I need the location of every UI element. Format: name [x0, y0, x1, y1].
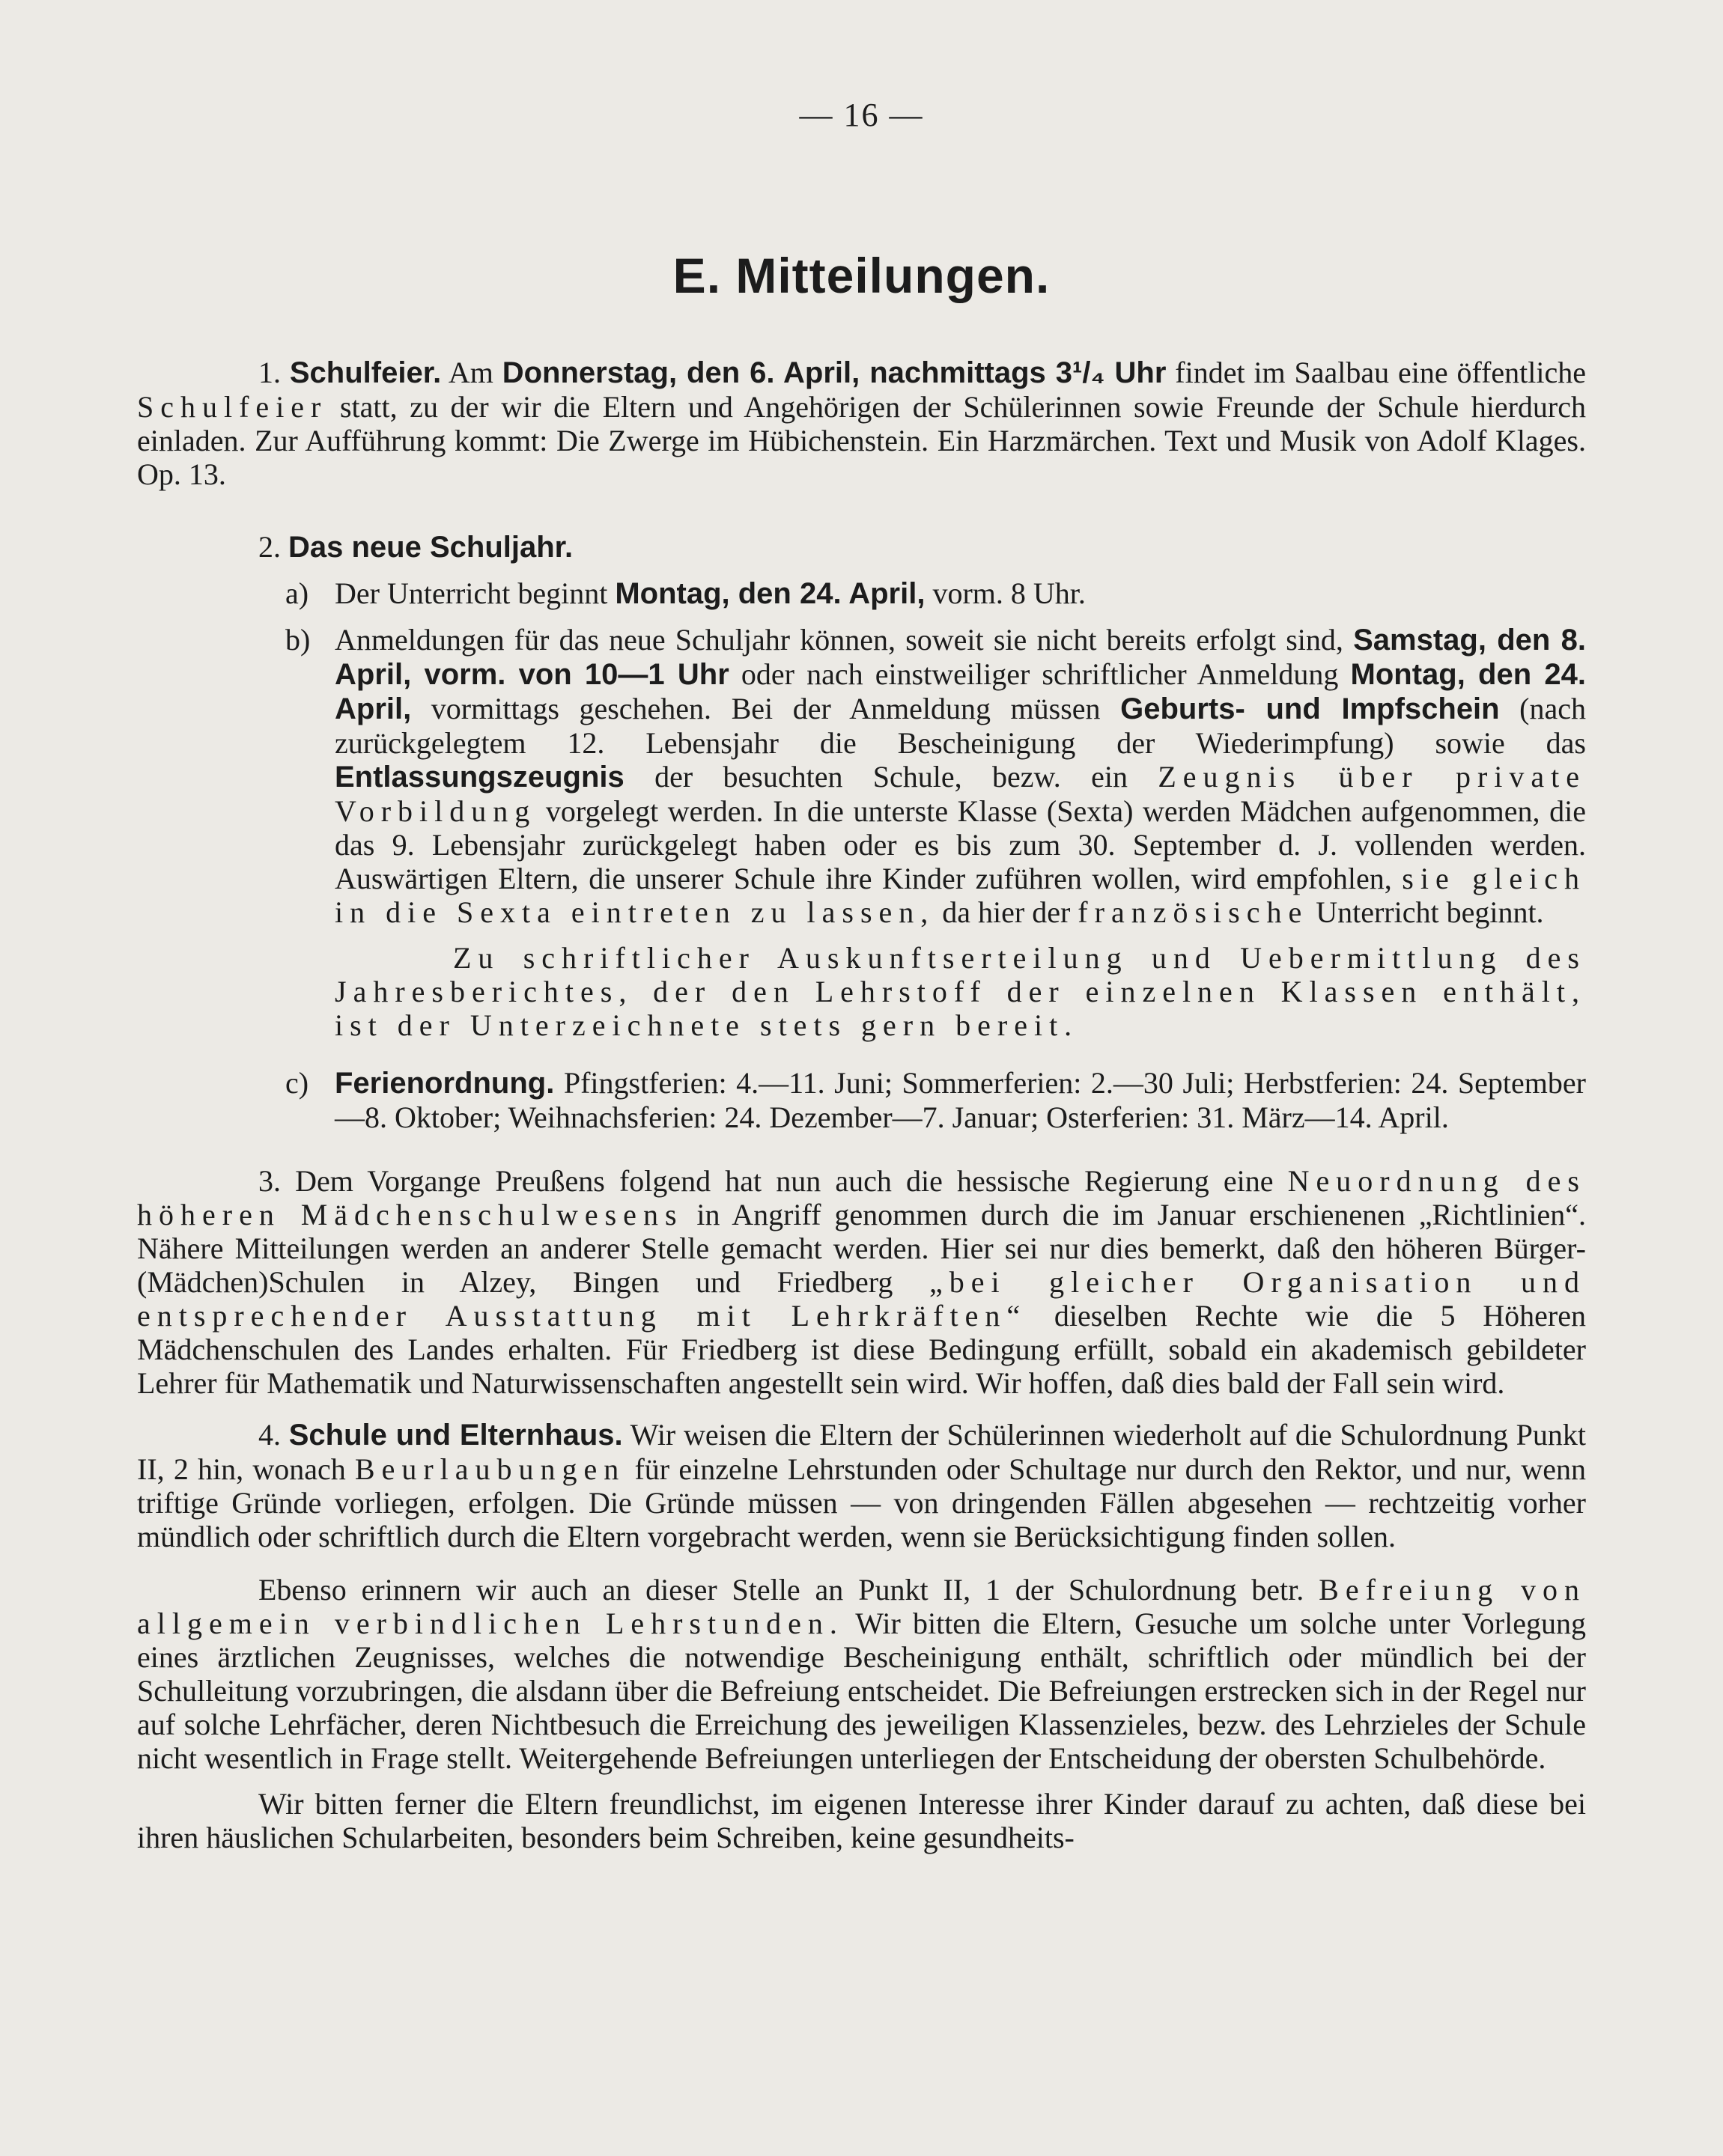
item-title: Das neue Schuljahr. [288, 531, 574, 564]
spaced-text: französische [1078, 895, 1309, 929]
text-run: Am [441, 356, 502, 389]
paragraph-neuordnung [137, 1164, 1586, 1400]
bold-text: Geburts- und Impfschein [1120, 692, 1500, 725]
spaced-text: Befreiung von allgemein verbindlichen Lehrstunden. [137, 1573, 1586, 1640]
spaced-text: Beurlaubungen [354, 1452, 626, 1486]
spaced-text: „bei gleicher Organisation und entsprechender Ausstattung mit Lehrkräften“ [137, 1265, 1587, 1333]
page-number: — 16 — [799, 97, 924, 133]
subitem-label: c) [285, 1066, 309, 1100]
text-run: da hier der [935, 895, 1078, 929]
subitem-c [137, 1066, 1586, 1134]
subitem-label: b) [285, 623, 311, 657]
text-run: vormittags geschehen. Bei der Anmeldung müssen [411, 692, 1121, 725]
text-run: 3. Dem Vorgange Preußens folgend hat nun auch die hessische Regierung eine [258, 1164, 1288, 1198]
item-title: Schulfeier. [289, 356, 442, 389]
text-run: Anmeldungen für das neue Schuljahr können, soweit sie nicht bereits erfolgt sind, [335, 623, 1354, 657]
text-run: Ebenso erinnern wir auch an dieser Stelle an Punkt II, 1 der Schulordnung betr. [258, 1573, 1319, 1607]
text-run: (nach zurückgelegtem 12. Lebensjahr die Bescheinigung der Wiederimpfung) sowie das [335, 692, 1586, 760]
paragraph-befreiung [137, 1573, 1586, 1775]
item-title: Ferienordnung. [335, 1067, 555, 1100]
item-title: Schule und Elternhaus. [288, 1419, 623, 1452]
spaced-text: Schulfeier [137, 390, 328, 424]
document-body [137, 356, 1586, 1854]
subitem-label: a) [285, 576, 309, 610]
paragraph-schulfeier [137, 356, 1586, 491]
bold-date: Montag, den 24. April, [335, 658, 1586, 725]
paragraph-elternhaus [137, 1418, 1586, 1553]
subitem-a [137, 576, 1586, 611]
note-auskunft: Zu schriftlicher Auskunftserteilung und Uebermittlung des Jahresberichtes, der den Lehrstoff der einzelnen Klassen enthält, ist der Unterzeichnete stets gern bereit. [335, 941, 1586, 1042]
text-run: der besuchten Schule, bezw. ein [624, 760, 1158, 794]
text-run: für einzelne Lehrstunden oder Schultage nur durch den Rektor, und nur, wenn triftige Gründe vorliegen, erfolgen. Die Gründe müssen — von dringenden Fällen abgesehen — rechtzeitig vorher mündlich oder schriftlich durch die Eltern vorgebracht werden, wenn sie Berücksichtigung finden sollen. [137, 1452, 1586, 1553]
bold-date: Donnerstag, den 6. April, nachmittags 3¹/₄ Uhr [502, 356, 1167, 389]
text-run: Der Unterricht beginnt [335, 576, 616, 610]
text-run: Unterricht beginnt. [1308, 895, 1544, 929]
text-run: statt, zu der wir die Eltern und Angehörigen der Schülerinnen sowie Freunde der Schule hierdurch einladen. Zur Aufführung kommt: Die Zwerge im Hübichenstein. Ein Harzmärchen. Text und Musik von Adolf Klages. Op. 13. [137, 390, 1586, 491]
text-run: Wir weisen die Eltern der Schülerinnen wiederholt auf die Schulordnung Punkt II, 2 hin, wonach [137, 1418, 1586, 1486]
text-run: vorm. 8 Uhr. [925, 576, 1086, 610]
text-run: oder nach einstweiliger schriftlicher Anmeldung [729, 657, 1351, 691]
spaced-text: Zeugnis über private Vorbildung [335, 760, 1586, 828]
bold-date: Samstag, den 8. April, vorm. von 10—1 Uhr [335, 624, 1586, 691]
spaced-text: sie gleich in die Sexta eintreten zu lassen, [335, 862, 1586, 929]
text-run: findet im Saalbau eine öffentliche [1166, 356, 1586, 389]
text-run: Wir bitten die Eltern, Gesuche um solche unter Vorlegung eines ärztlichen Zeugnisses, welches die notwendige Bescheinigung enthält, schriftlich oder mündlich bei der Schulleitung vorzubringen, die alsdann über die Befreiung entscheidet. Die Befreiungen erstrecken sich in der Regel nur auf solche Lehrfächer, deren Nichtbesuch die Erreichung des jeweiligen Klassenzieles, bezw. des Lehrzieles der Schule nicht wesentlich in Frage stellt. Weitergehende Befreiungen unterliegen der Entscheidung der obersten Schulbehörde. [137, 1607, 1586, 1775]
text-run: dieselben Rechte wie die 5 Höheren Mädchenschulen des Landes erhalten. Für Friedberg ist diese Bedingung erfüllt, sobald ein akademisch gebildeter Lehrer für Mathematik und Naturwissenschaften angestellt sein wird. Wir hoffen, daß dies bald der Fall sein wird. [137, 1299, 1586, 1400]
bold-date: Montag, den 24. April, [615, 577, 926, 610]
subitem-b [137, 623, 1586, 929]
bold-text: Entlassungszeugnis [335, 761, 625, 794]
spaced-text: Neuordnung des höheren Mädchenschulwesens [137, 1164, 1587, 1231]
heading-schuljahr [137, 530, 1586, 564]
paragraph-schularbeiten: Wir bitten ferner die Eltern freundlichst, im eigenen Interesse ihrer Kinder darauf zu achten, daß diese bei ihren häuslichen Schularbeiten, besonders beim Schreiben, keine gesundheits- [137, 1787, 1586, 1854]
text-run: vorgelegt werden. In die unterste Klasse (Sexta) werden Mädchen aufgenommen, die das 9. Lebensjahr zurückgelegt haben oder es bis zum 30. September d. J. vollenden werden. Auswärtigen Eltern, die unserer Schule ihre Kinder zuführen wollen, wird empfohlen, [335, 794, 1586, 895]
text-run: in Angriff genommen durch die im Januar erschienenen „Richtlinien“. Nähere Mitteilungen werden an anderer Stelle gemacht werden. Hier sei nur dies bemerkt, daß den höheren Bürger-(Mädchen)Schulen in Alzey, Bingen und Friedberg [137, 1198, 1586, 1299]
text-run: Pfingstferien: 4.—11. Juni; Sommerferien: 2.—30 Juli; Herbstferien: 24. September—8. Oktober; Weihnachsferien: 24. Dezember—7. Januar; Osterferien: 31. März—14. April. [335, 1066, 1586, 1134]
item-number: 2. [258, 530, 288, 564]
item-number: 1. [258, 356, 290, 389]
section-heading: E. Mitteilungen. [672, 248, 1051, 303]
item-number: 4. [258, 1418, 289, 1452]
